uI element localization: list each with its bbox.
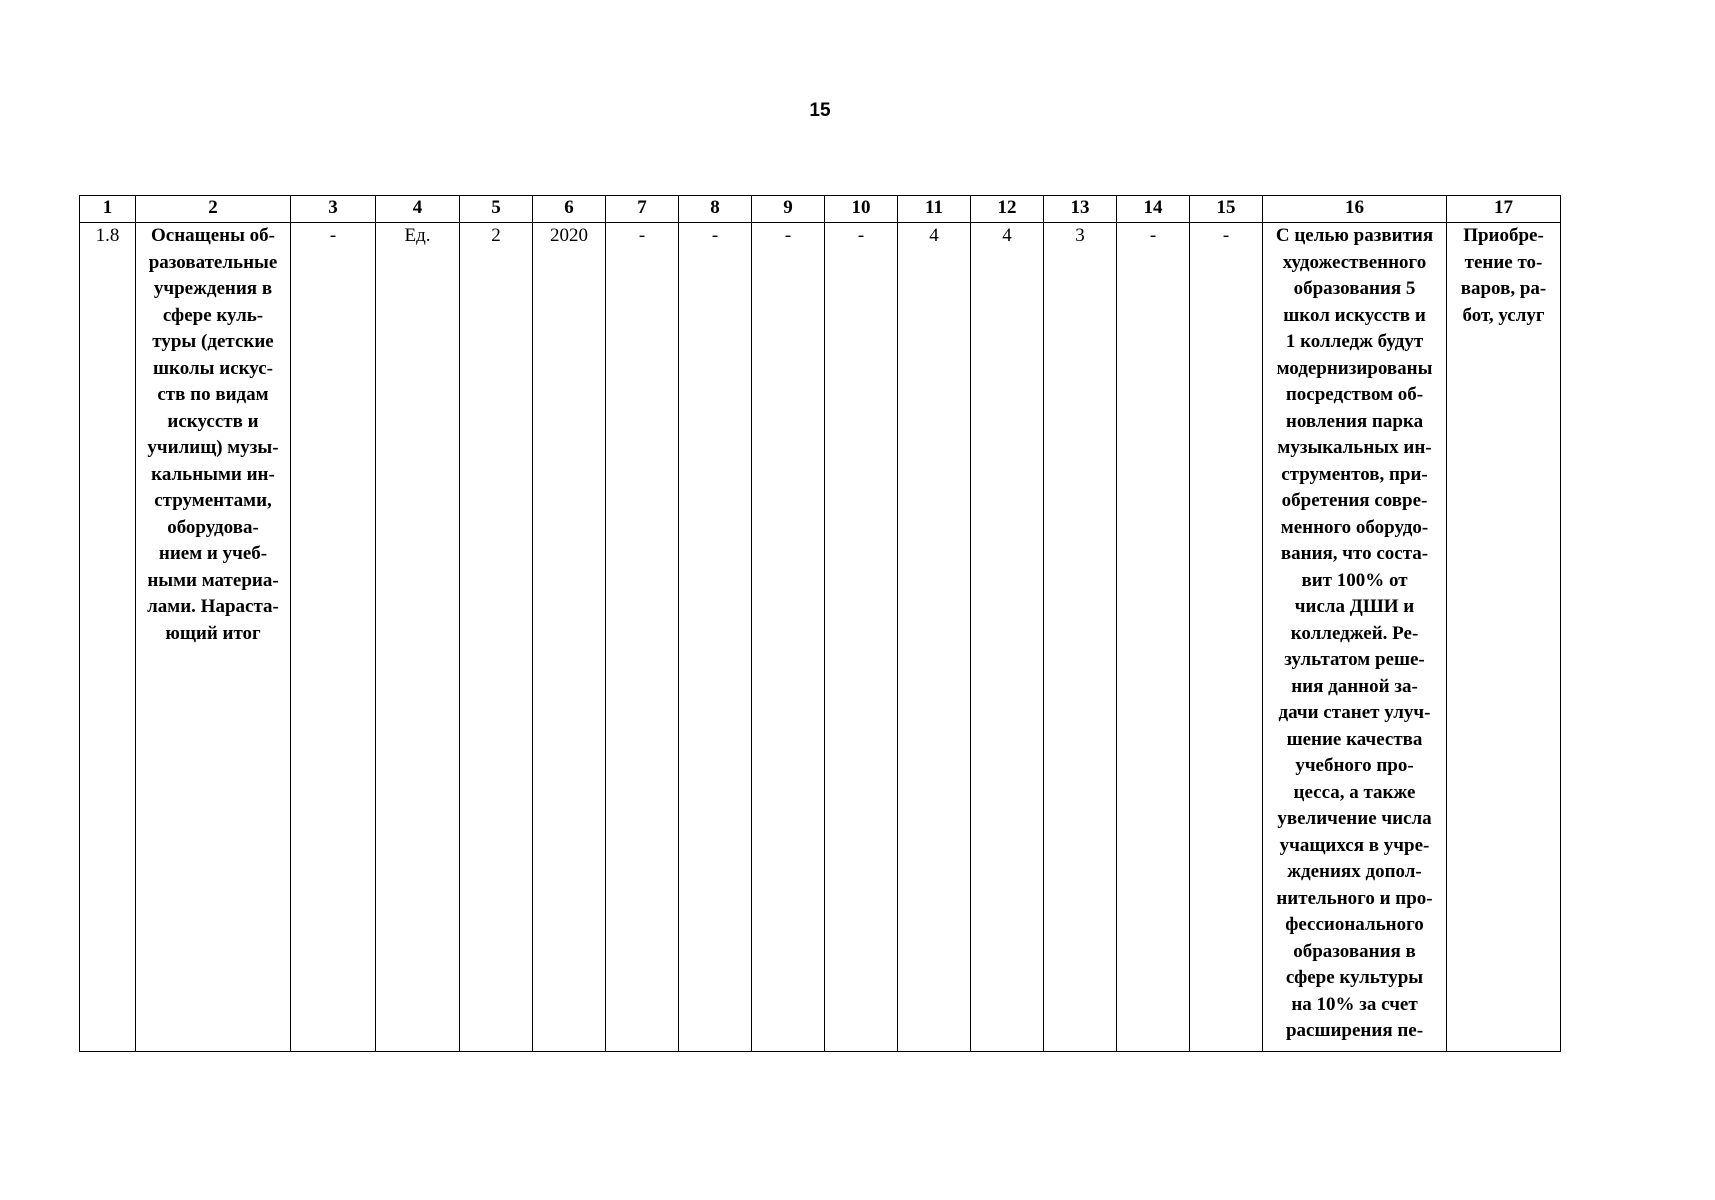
column-header: 6 bbox=[533, 196, 606, 223]
cell-unit: Ед. bbox=[376, 223, 460, 1052]
column-header: 16 bbox=[1263, 196, 1447, 223]
indicator-table bbox=[79, 195, 1561, 1052]
cell-item-number: 1.8 bbox=[80, 223, 136, 1052]
column-header: 1 bbox=[80, 196, 136, 223]
column-header: 14 bbox=[1117, 196, 1190, 223]
result-type-text: Приобре- тение то- варов, ра- бот, услуг bbox=[1460, 225, 1547, 326]
indicator-name-text: Оснащены об- разовательные учреждения в сфере куль- туры (детские школы искус- ств по видам искусств и училищ) музы- кальными ин- струментами, оборудова- нием и учеб- ными материа- лами. Нараста- ющий итог bbox=[147, 225, 279, 644]
cell-base-value: 2 bbox=[460, 223, 533, 1052]
cell-base-year: 2020 bbox=[533, 223, 606, 1052]
page-number: 15 bbox=[809, 100, 831, 121]
column-header: 3 bbox=[291, 196, 376, 223]
cell-col9: - bbox=[752, 223, 825, 1052]
column-header: 11 bbox=[898, 196, 971, 223]
cell-description bbox=[1263, 223, 1447, 1052]
cell-col15: - bbox=[1190, 223, 1263, 1052]
cell-col10: - bbox=[825, 223, 898, 1052]
cell-col14: - bbox=[1117, 223, 1190, 1052]
cell-indicator-name bbox=[136, 223, 291, 1052]
cell-col12: 4 bbox=[971, 223, 1044, 1052]
column-header: 17 bbox=[1447, 196, 1561, 223]
cell-col11: 4 bbox=[898, 223, 971, 1052]
column-header: 15 bbox=[1190, 196, 1263, 223]
column-header: 7 bbox=[606, 196, 679, 223]
header-row bbox=[80, 196, 1561, 223]
cell-result-type bbox=[1447, 223, 1561, 1052]
column-header: 10 bbox=[825, 196, 898, 223]
cell-col13: 3 bbox=[1044, 223, 1117, 1052]
cell-col8: - bbox=[679, 223, 752, 1052]
column-header: 12 bbox=[971, 196, 1044, 223]
cell-col7: - bbox=[606, 223, 679, 1052]
column-header: 9 bbox=[752, 196, 825, 223]
table-row bbox=[80, 223, 1561, 1052]
column-header: 8 bbox=[679, 196, 752, 223]
column-header: 2 bbox=[136, 196, 291, 223]
column-header: 5 bbox=[460, 196, 533, 223]
cell-col3: - bbox=[291, 223, 376, 1052]
column-header: 13 bbox=[1044, 196, 1117, 223]
description-text: С целью развития художественного образования 5 школ искусств и 1 колледж будут модернизированы посредством об- новления парка музыкальных ин- струментов, при- обретения совре- менного оборудо- вания, что соста- вит 100% от числа ДШИ и колледжей. Ре- зультатом реше- ния данной за- дачи станет улуч- шение качества учебного про- цесса, а также увеличение числа учащихся в учре- ждениях допол- нительного и про- фессионального образования в сфере культуры на 10% за счет расширения пе- bbox=[1275, 225, 1434, 1041]
column-header: 4 bbox=[376, 196, 460, 223]
